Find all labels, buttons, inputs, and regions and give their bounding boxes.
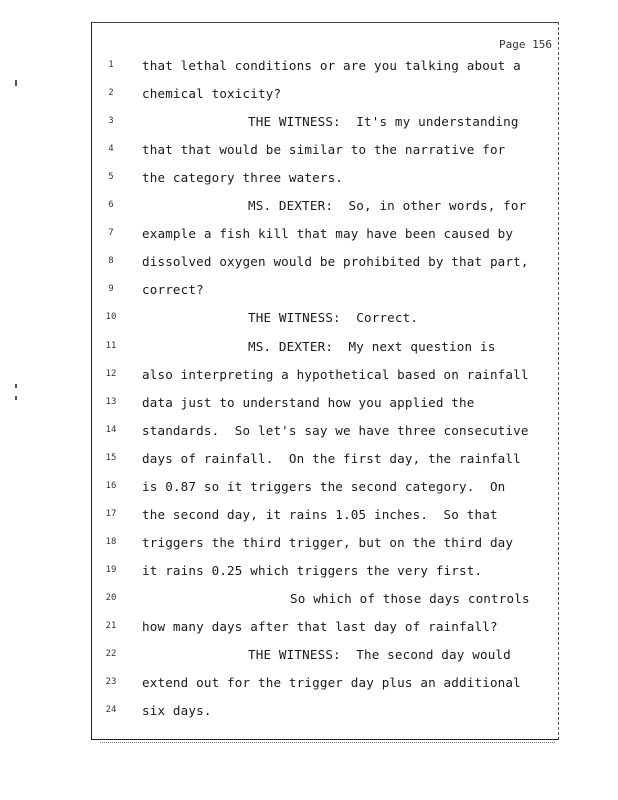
transcript-line — [92, 254, 558, 280]
margin-mark — [15, 80, 17, 86]
line-text: the second day, it rains 1.05 inches. So that — [142, 506, 498, 522]
transcript-line — [92, 310, 558, 336]
line-number: 13 — [105, 396, 117, 407]
transcript-line — [92, 367, 558, 393]
transcript-line — [92, 58, 558, 84]
transcript-line — [92, 226, 558, 252]
line-number: 8 — [108, 256, 114, 267]
line-text: dissolved oxygen would be prohibited by that part, — [142, 254, 529, 270]
page-number: Page 156 — [499, 38, 552, 51]
line-number: 16 — [105, 480, 117, 491]
transcript-line — [92, 282, 558, 308]
transcript-line — [92, 339, 558, 365]
transcript-line — [92, 591, 558, 617]
line-text: is 0.87 so it triggers the second category. On — [142, 478, 506, 494]
line-number: 7 — [108, 228, 114, 239]
line-text: So which of those days controls — [290, 590, 530, 606]
line-text: MS. DEXTER: So, in other words, for — [248, 198, 527, 214]
transcript-line — [92, 451, 558, 477]
transcript-line — [92, 114, 558, 140]
transcript-line — [92, 170, 558, 196]
line-text: extend out for the trigger day plus an additional — [142, 675, 521, 691]
margin-mark — [15, 384, 17, 388]
line-number: 23 — [105, 677, 117, 688]
transcript-page — [91, 22, 559, 740]
line-text: example a fish kill that may have been caused by — [142, 226, 514, 242]
line-number: 3 — [108, 116, 114, 127]
line-number: 18 — [105, 536, 117, 547]
transcript-line — [92, 535, 558, 561]
line-number: 5 — [108, 172, 114, 183]
line-number: 21 — [105, 621, 117, 631]
margin-mark — [15, 396, 17, 400]
line-text: THE WITNESS: The second day would — [248, 647, 511, 663]
line-text: it rains 0.25 which triggers the very first. — [142, 562, 483, 578]
transcript-line — [92, 423, 558, 449]
line-text: how many days after that last day of rainfall? — [142, 619, 498, 634]
transcript-line — [92, 675, 558, 701]
line-number: 11 — [105, 340, 117, 351]
line-text: that that would be similar to the narrative for — [142, 142, 506, 158]
transcript-line — [92, 647, 558, 673]
transcript-line — [92, 507, 558, 533]
line-text: standards. So let's say we have three consecutive — [142, 422, 529, 438]
transcript-line — [92, 563, 558, 589]
line-number: 19 — [105, 564, 117, 575]
line-number: 6 — [108, 200, 114, 211]
line-number: 14 — [105, 424, 117, 435]
line-number: 15 — [105, 452, 117, 463]
line-number: 12 — [105, 368, 117, 379]
line-text: triggers the third trigger, but on the third day — [142, 534, 514, 550]
line-text: the category three waters. — [142, 170, 344, 186]
line-number: 17 — [105, 508, 117, 519]
transcript-line — [92, 142, 558, 168]
line-text: THE WITNESS: Correct. — [248, 310, 419, 326]
line-text: six days. — [142, 703, 212, 719]
line-number: 20 — [105, 592, 117, 603]
line-text: MS. DEXTER: My next question is — [248, 338, 496, 354]
line-number: 9 — [108, 284, 114, 295]
scan-artifact-line — [100, 742, 555, 744]
line-number: 4 — [108, 144, 114, 155]
transcript-line — [92, 619, 558, 645]
line-text: days of rainfall. On the first day, the rainfall — [142, 450, 521, 466]
line-number: 10 — [105, 312, 117, 323]
line-text: also interpreting a hypothetical based on rainfall — [142, 366, 529, 382]
transcript-line — [92, 86, 558, 112]
line-text: correct? — [142, 282, 204, 298]
line-text: THE WITNESS: It's my understanding — [248, 114, 519, 130]
line-number: 1 — [108, 60, 114, 70]
line-text: chemical toxicity? — [142, 86, 282, 102]
line-number: 2 — [108, 88, 114, 99]
transcript-line — [92, 198, 558, 224]
transcript-line — [92, 395, 558, 421]
transcript-line — [92, 479, 558, 505]
line-text: data just to understand how you applied the — [142, 394, 475, 410]
transcript-line — [92, 703, 558, 729]
line-text: that lethal conditions or are you talking about a — [142, 58, 521, 73]
line-number: 22 — [105, 649, 117, 660]
line-number: 24 — [105, 705, 117, 716]
